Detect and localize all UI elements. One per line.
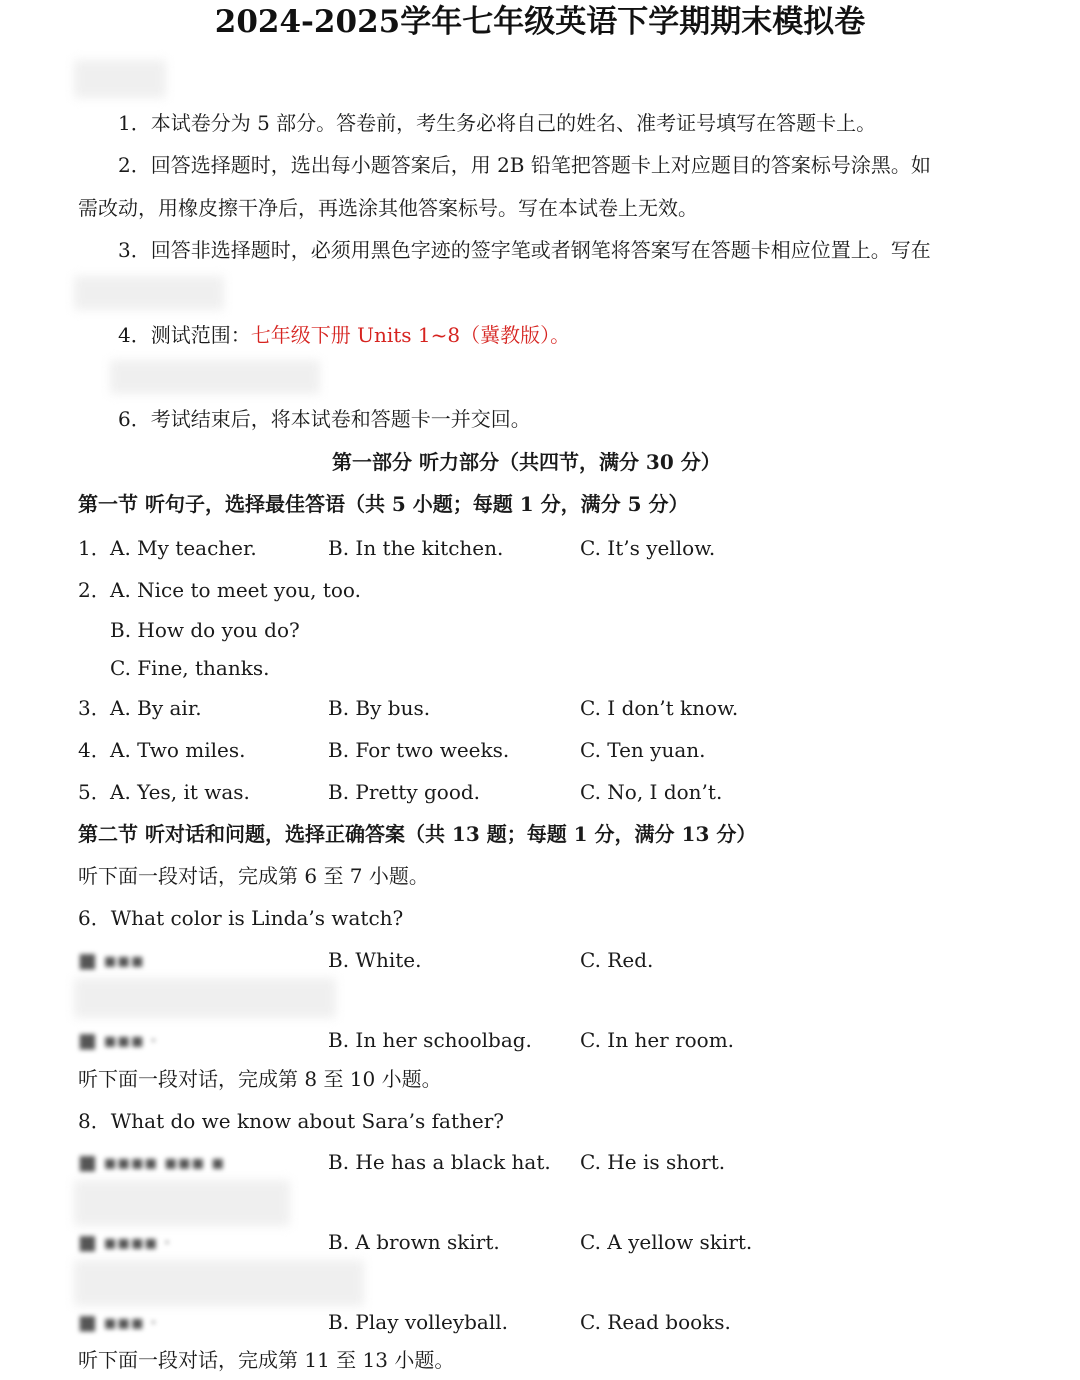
q5-option-b: B. Pretty good. (328, 780, 481, 804)
redacted-block (74, 1180, 290, 1226)
q1-option-c: C. It’s yellow. (580, 536, 716, 560)
instruction-2b: 需改动，用橡皮擦干净后，再选涂其他答案标号。写在本试卷上无效。 (78, 196, 698, 220)
q1-option-b: B. In the kitchen. (328, 536, 504, 560)
q4-option-c: C. Ten yuan. (580, 738, 706, 762)
page-title: 2024-2025学年七年级英语下学期期末模拟卷 (214, 4, 866, 40)
q6-option-c: C. Red. (580, 948, 654, 972)
redacted-option: ■ ▪▪▪ · (78, 1310, 157, 1334)
redacted-option: ■ ▪▪▪▪ ▪▪▪ ▪ (78, 1150, 225, 1174)
q3-number: 3． (78, 696, 111, 720)
instruction-1: 1．本试卷分为 5 部分。答卷前，考生务必将自己的姓名、准考证号填写在答题卡上。 (118, 111, 877, 135)
q7-option-b: B. In her schoolbag. (328, 1028, 532, 1052)
section1-heading: 第一节 听句子，选择最佳答语（共 5 小题；每题 1 分，满分 5 分） (78, 492, 689, 516)
q2-option-a: A. Nice to meet you, too. (110, 578, 361, 602)
redacted-block (74, 276, 224, 310)
q8-option-c: C. He is short. (580, 1150, 726, 1174)
q9-option-b: B. A brown skirt. (328, 1230, 500, 1254)
redacted-block (110, 360, 320, 394)
q2-option-b: B. How do you do? (110, 618, 300, 642)
q8-text: 8．What do we know about Sara’s father? (78, 1109, 505, 1133)
q10-option-c: C. Read books. (580, 1310, 731, 1334)
q6-option-b: B. White. (328, 948, 422, 972)
q1-number: 1． (78, 536, 111, 560)
q3-option-c: C. I don’t know. (580, 696, 739, 720)
redacted-option: ■ ▪▪▪▪ · (78, 1230, 171, 1254)
q5-number: 5． (78, 780, 111, 804)
q8-option-b: B. He has a black hat. (328, 1150, 551, 1174)
redacted-block (74, 1260, 364, 1306)
instruction-4-prefix: 4．测试范围： (118, 323, 251, 347)
test-range: 七年级下册 Units 1~8（冀教版）。 (250, 323, 571, 347)
redacted-option: ■ ▪▪▪ · (78, 1028, 157, 1052)
q2-number: 2． (78, 578, 111, 602)
q9-option-c: C. A yellow skirt. (580, 1230, 753, 1254)
q3-option-a: A. By air. (110, 696, 202, 720)
q2-option-c: C. Fine, thanks. (110, 656, 270, 680)
q5-option-a: A. Yes, it was. (110, 780, 250, 804)
q3-option-b: B. By bus. (328, 696, 431, 720)
section2-heading: 第二节 听对话和问题，选择正确答案（共 13 题；每题 1 分，满分 13 分） (78, 822, 757, 846)
instruction-3: 3．回答非选择题时，必须用黑色字迹的签字笔或者钢笔将答案写在答题卡相应位置上。写在 (118, 238, 931, 262)
intro-11-13: 听下面一段对话，完成第 11 至 13 小题。 (78, 1348, 455, 1372)
redacted-block (74, 978, 336, 1018)
intro-6-7: 听下面一段对话，完成第 6 至 7 小题。 (78, 864, 429, 888)
q7-option-c: C. In her room. (580, 1028, 735, 1052)
instruction-6: 6．考试结束后，将本试卷和答题卡一并交回。 (118, 407, 531, 431)
q5-option-c: C. No, I don’t. (580, 780, 723, 804)
redacted-block (74, 60, 166, 98)
q4-option-a: A. Two miles. (110, 738, 246, 762)
instruction-4 (118, 322, 570, 348)
intro-8-10: 听下面一段对话，完成第 8 至 10 小题。 (78, 1067, 442, 1091)
instruction-2a: 2．回答选择题时，选出每小题答案后，用 2B 铅笔把答题卡上对应题目的答案标号涂黑。如 (118, 153, 931, 177)
q1-option-a: A. My teacher. (110, 536, 257, 560)
q4-option-b: B. For two weeks. (328, 738, 510, 762)
q10-option-b: B. Play volleyball. (328, 1310, 508, 1334)
q6-text: 6．What color is Linda’s watch? (78, 906, 404, 930)
q4-number: 4． (78, 738, 111, 762)
redacted-option: ■ ▪▪▪ (78, 948, 144, 972)
part1-heading: 第一部分 听力部分（共四节，满分 30 分） (332, 450, 721, 474)
